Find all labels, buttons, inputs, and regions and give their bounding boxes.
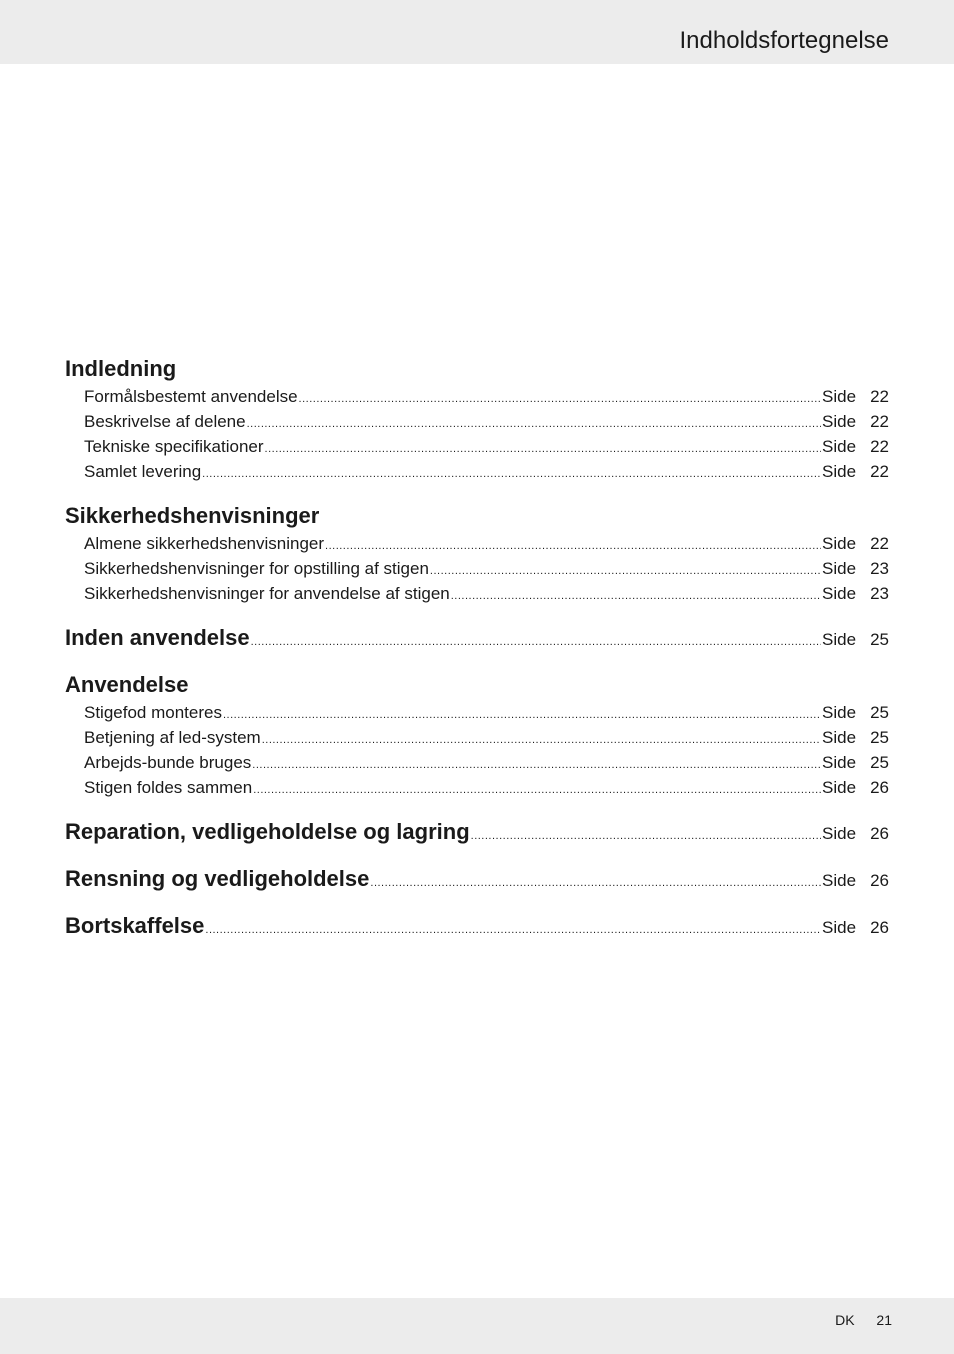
toc-entry[interactable] [65, 434, 889, 459]
language-code: DK [835, 1312, 855, 1328]
page-number: 25 [870, 728, 889, 747]
toc-entry[interactable] [65, 384, 889, 409]
entry-label: Betjening af led-system [84, 728, 261, 747]
section-title: Bortskaffelse [65, 913, 205, 938]
page-number: 22 [870, 437, 889, 456]
page-number: 22 [870, 534, 889, 553]
side-label: Side [822, 630, 857, 649]
entry-label: Formålsbestemt anvendelse [84, 387, 298, 406]
entry-label: Sikkerhedshenvisninger for opstilling af stigen [84, 559, 429, 578]
side-label: Side [822, 584, 857, 603]
toc-entry[interactable] [65, 623, 889, 653]
page-number: 26 [870, 918, 889, 937]
dot-leader [202, 462, 821, 487]
side-label: Side [822, 918, 857, 937]
footer-band [0, 1298, 954, 1354]
dot-leader [247, 412, 821, 437]
entry-label: Almene sikkerhedshenvisninger [84, 534, 325, 553]
section-title: Rensning og vedligeholdelse [65, 866, 370, 891]
side-label: Side [822, 824, 857, 843]
section-title: Indledning [65, 356, 177, 381]
section-title: Anvendelse [65, 672, 189, 697]
side-label: Side [822, 437, 857, 456]
dot-leader [265, 437, 821, 462]
toc-section-bortskaffelse [65, 911, 889, 941]
dot-leader [262, 728, 821, 753]
side-label: Side [822, 534, 857, 553]
toc-entry[interactable] [65, 459, 889, 484]
toc-entry[interactable] [65, 531, 889, 556]
page-number: 23 [870, 584, 889, 603]
page-number-footer: 21 [876, 1312, 892, 1328]
toc-entry[interactable] [65, 700, 889, 725]
section-title: Reparation, vedligeholdelse og lagring [65, 819, 470, 844]
dot-leader [451, 584, 821, 609]
toc-section-inden-anvendelse [65, 623, 889, 653]
dot-leader [430, 559, 821, 584]
entry-label: Arbejds-bunde bruges [84, 753, 252, 772]
toc-entry[interactable] [65, 817, 889, 847]
toc-section-rensning [65, 864, 889, 894]
section-title: Inden anvendelse [65, 625, 250, 650]
side-label: Side [822, 728, 857, 747]
dot-leader [223, 703, 821, 728]
page-number: 23 [870, 559, 889, 578]
side-label: Side [822, 462, 857, 481]
page-number: 26 [870, 871, 889, 890]
table-of-contents [65, 354, 889, 958]
page-footer [835, 1311, 892, 1329]
toc-entry[interactable] [65, 775, 889, 800]
dot-leader [252, 753, 821, 778]
side-label: Side [822, 778, 857, 797]
toc-section-indledning [65, 354, 889, 484]
dot-leader [471, 821, 821, 851]
toc-entry[interactable] [65, 864, 889, 894]
entry-label: Tekniske specifikationer [84, 437, 264, 456]
toc-entry[interactable] [65, 725, 889, 750]
toc-entry[interactable] [65, 409, 889, 434]
page-number: 22 [870, 412, 889, 431]
page-number: 22 [870, 387, 889, 406]
toc-entry[interactable] [65, 581, 889, 606]
side-label: Side [822, 703, 857, 722]
page-number: 26 [870, 778, 889, 797]
dot-leader [253, 778, 821, 803]
toc-section-anvendelse [65, 670, 889, 800]
page-number: 25 [870, 753, 889, 772]
side-label: Side [822, 753, 857, 772]
toc-entry[interactable] [65, 750, 889, 775]
page-title: Indholdsfortegnelse [679, 27, 889, 54]
toc-entry[interactable] [65, 911, 889, 941]
page-number: 22 [870, 462, 889, 481]
side-label: Side [822, 559, 857, 578]
toc-section-sikkerhedshenvisninger [65, 501, 889, 606]
side-label: Side [822, 412, 857, 431]
section-title: Sikkerhedshenvisninger [65, 503, 320, 528]
toc-section-reparation [65, 817, 889, 847]
page-number: 25 [870, 630, 889, 649]
entry-label: Samlet levering [84, 462, 202, 481]
side-label: Side [822, 387, 857, 406]
dot-leader [205, 915, 821, 945]
entry-label: Stigen foldes sammen [84, 778, 253, 797]
page-number: 25 [870, 703, 889, 722]
entry-label: Sikkerhedshenvisninger for anvendelse af stigen [84, 584, 450, 603]
dot-leader [299, 387, 821, 412]
dot-leader [251, 627, 821, 657]
toc-entry[interactable] [65, 556, 889, 581]
side-label: Side [822, 871, 857, 890]
dot-leader [370, 868, 821, 898]
page-number: 26 [870, 824, 889, 843]
entry-label: Beskrivelse af delene [84, 412, 246, 431]
entry-label: Stigefod monteres [84, 703, 222, 722]
